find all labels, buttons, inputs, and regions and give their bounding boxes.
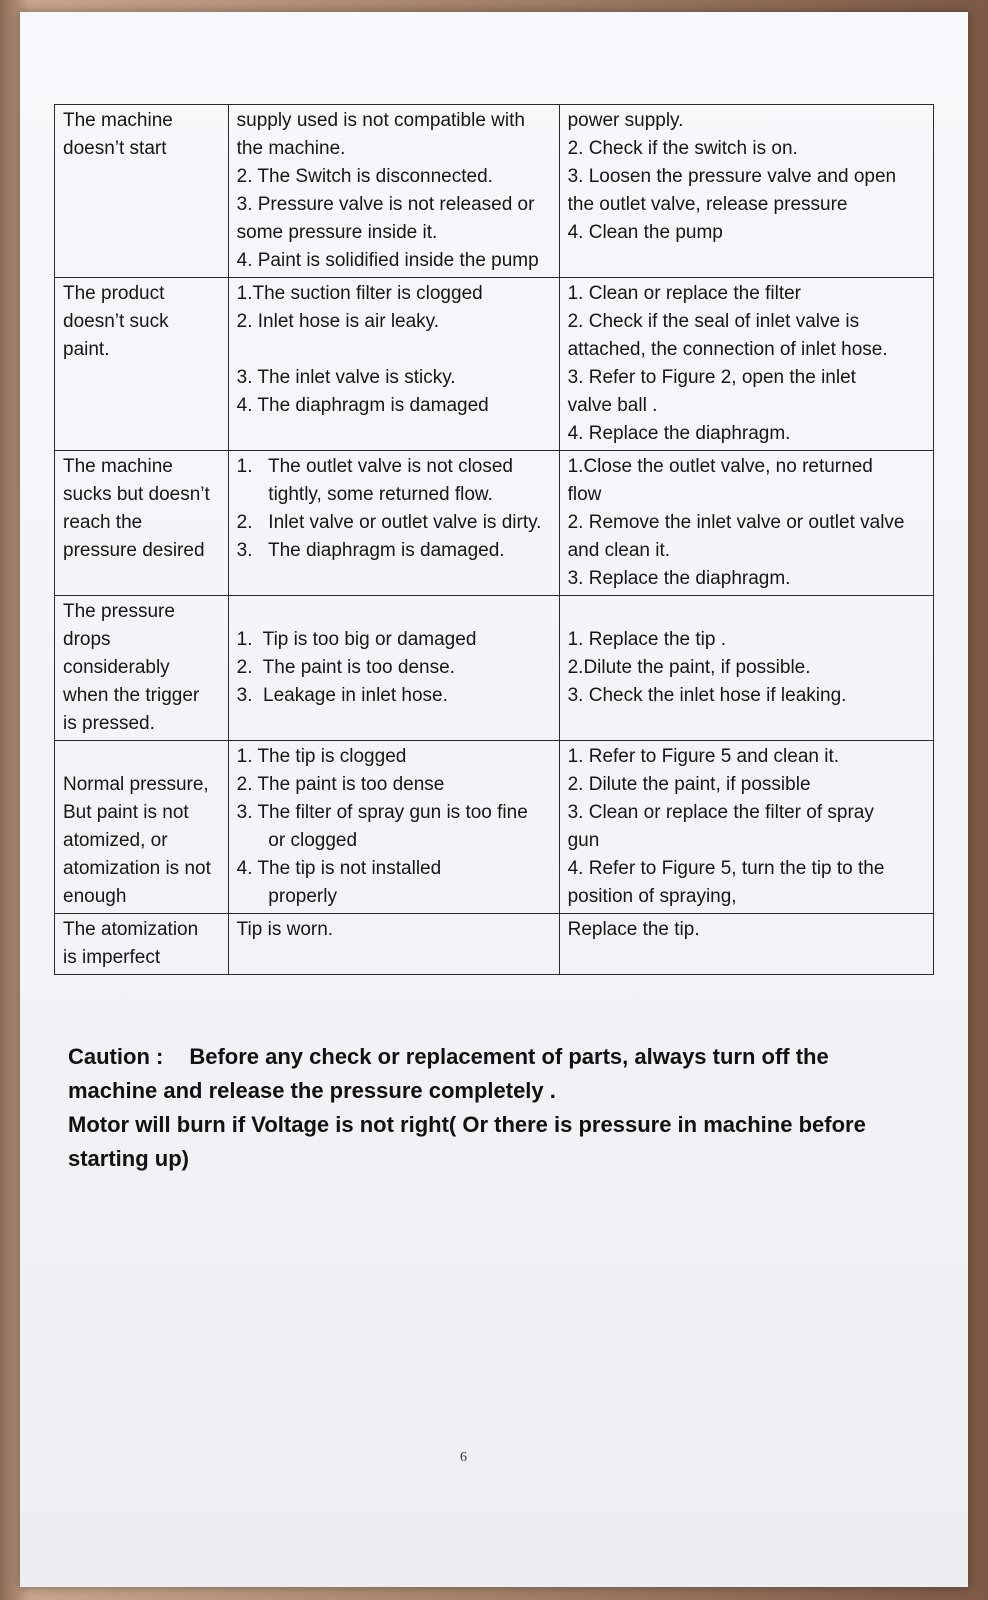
cause-cell [228,105,559,278]
cause-line: 2. The paint is too dense [236,774,445,795]
cause-line: 4. Paint is solidified inside the pump [236,250,539,271]
solution-line: 4. Clean the pump [567,222,723,243]
cause-cell [228,451,559,596]
cause-line [237,336,553,364]
table-row [55,278,934,451]
cause-line: tightly, some returned flow. [236,484,493,505]
solution-line: 1. Replace the tip . [567,629,727,650]
cause-line: 1. Tip is too big or damaged [236,629,477,650]
solution-line: 3. Clean or replace the filter of spray [567,802,874,823]
problem-line: doesn’t start [63,138,167,159]
solution-line: flow [567,484,602,505]
solution-line: 2. Check if the switch is on. [567,138,798,159]
cause-line: 3. The inlet valve is sticky. [236,367,456,388]
problem-line: The machine [63,110,173,131]
cause-line: 2. Inlet hose is air leaky. [236,311,440,332]
cause-cell [228,741,559,914]
solution-line: and clean it. [567,540,671,561]
solution-line: position of spraying, [567,886,737,907]
problem-line: The atomization [63,919,199,940]
cause-line: 3. The filter of spray gun is too fine [236,802,528,823]
cause-line: 3. Pressure valve is not released or [236,194,535,215]
problem-line: is pressed. [63,713,155,734]
solution-line [568,598,927,626]
solution-line: 4. Refer to Figure 5, turn the tip to the [567,858,885,879]
problem-cell [55,741,229,914]
problem-line: when the trigger [63,685,200,706]
problem-cell [55,105,229,278]
solution-line: 2. Check if the seal of inlet valve is [567,311,860,332]
caution-label: Caution : [68,1044,164,1069]
cause-line: 2. Inlet valve or outlet valve is dirty. [236,512,542,533]
problem-line: doesn’t suck [63,311,169,332]
solution-line: 1.Close the outlet valve, no returned [567,456,873,477]
table-row [55,741,934,914]
cause-line: the machine. [236,138,346,159]
problem-cell [55,451,229,596]
solution-line: 3. Refer to Figure 2, open the inlet [567,367,856,388]
solution-line: attached, the connection of inlet hose. [567,339,888,360]
cause-line: 4. The diaphragm is damaged [236,395,489,416]
solution-line: 3. Loosen the pressure valve and open [567,166,897,187]
solution-line: 3. Check the inlet hose if leaking. [567,685,847,706]
table-row [55,451,934,596]
cause-line: 3. The diaphragm is damaged. [236,540,505,561]
caution-line-2: Motor will burn if Voltage is not right( Or there is pressure in machine before starting up) [68,1112,866,1171]
solution-cell [559,451,933,596]
problem-line: is imperfect [63,947,161,968]
solution-line: 1. Refer to Figure 5 and clean it. [567,746,840,767]
cause-line: 1. The tip is clogged [236,746,407,767]
cause-line: 4. The tip is not installed [236,858,442,879]
solution-cell [559,741,933,914]
problem-line: sucks but doesn’t [63,484,210,505]
solution-line: the outlet valve, release pressure [567,194,848,215]
manual-page [20,12,968,1587]
problem-line: But paint is not [63,802,189,823]
page-number: 6 [460,1450,467,1465]
problem-line: pressure desired [63,540,205,561]
problem-line: The pressure [63,601,175,622]
problem-line: considerably [63,657,170,678]
table-row [55,596,934,741]
cause-cell [228,278,559,451]
solution-line: power supply. [567,110,684,131]
problem-line: drops [63,629,111,650]
solution-line: 4. Replace the diaphragm. [567,423,791,444]
solution-line: Replace the tip. [567,919,700,940]
problem-cell [55,596,229,741]
problem-line: atomized, or [63,830,168,851]
table-row [55,914,934,975]
table-row [55,105,934,278]
problem-line: Normal pressure, [63,774,209,795]
cause-line: properly [236,886,337,907]
cause-cell [228,914,559,975]
cause-line: 1. The outlet valve is not closed [236,456,513,477]
problem-cell [55,278,229,451]
problem-line: The machine [63,456,173,477]
problem-line: reach the [63,512,143,533]
solution-cell [559,914,933,975]
cause-line: 2. The paint is too dense. [236,657,455,678]
caution-line-1: Before any check or replacement of parts, always turn off the machine and release the pressure completely . [68,1044,829,1103]
cause-line: some pressure inside it. [236,222,438,243]
solution-line: 2. Remove the inlet valve or outlet valve [567,512,905,533]
solution-line: 3. Replace the diaphragm. [567,568,791,589]
solution-cell [559,596,933,741]
problem-line: enough [63,886,127,907]
problem-line: paint. [63,339,110,360]
solution-line: 2.Dilute the paint, if possible. [567,657,811,678]
cause-line: 3. Leakage in inlet hose. [236,685,448,706]
solution-cell [559,105,933,278]
cause-line: 1.The suction filter is clogged [236,283,483,304]
cause-line: supply used is not compatible with [236,110,525,131]
problem-line: The product [63,283,165,304]
cause-line [237,598,553,626]
solution-line: 1. Clean or replace the filter [567,283,801,304]
problem-line [63,743,222,771]
problem-line: atomization is not [63,858,211,879]
problem-cell [55,914,229,975]
solution-line: 2. Dilute the paint, if possible [567,774,811,795]
troubleshooting-table [54,104,934,975]
cause-line: or clogged [236,830,358,851]
cause-line: 2. The Switch is disconnected. [236,166,493,187]
solution-line: gun [567,830,600,851]
cause-cell [228,596,559,741]
solution-line: valve ball . [567,395,658,416]
solution-cell [559,278,933,451]
caution-note [68,1040,920,1176]
cause-line: Tip is worn. [236,919,334,940]
